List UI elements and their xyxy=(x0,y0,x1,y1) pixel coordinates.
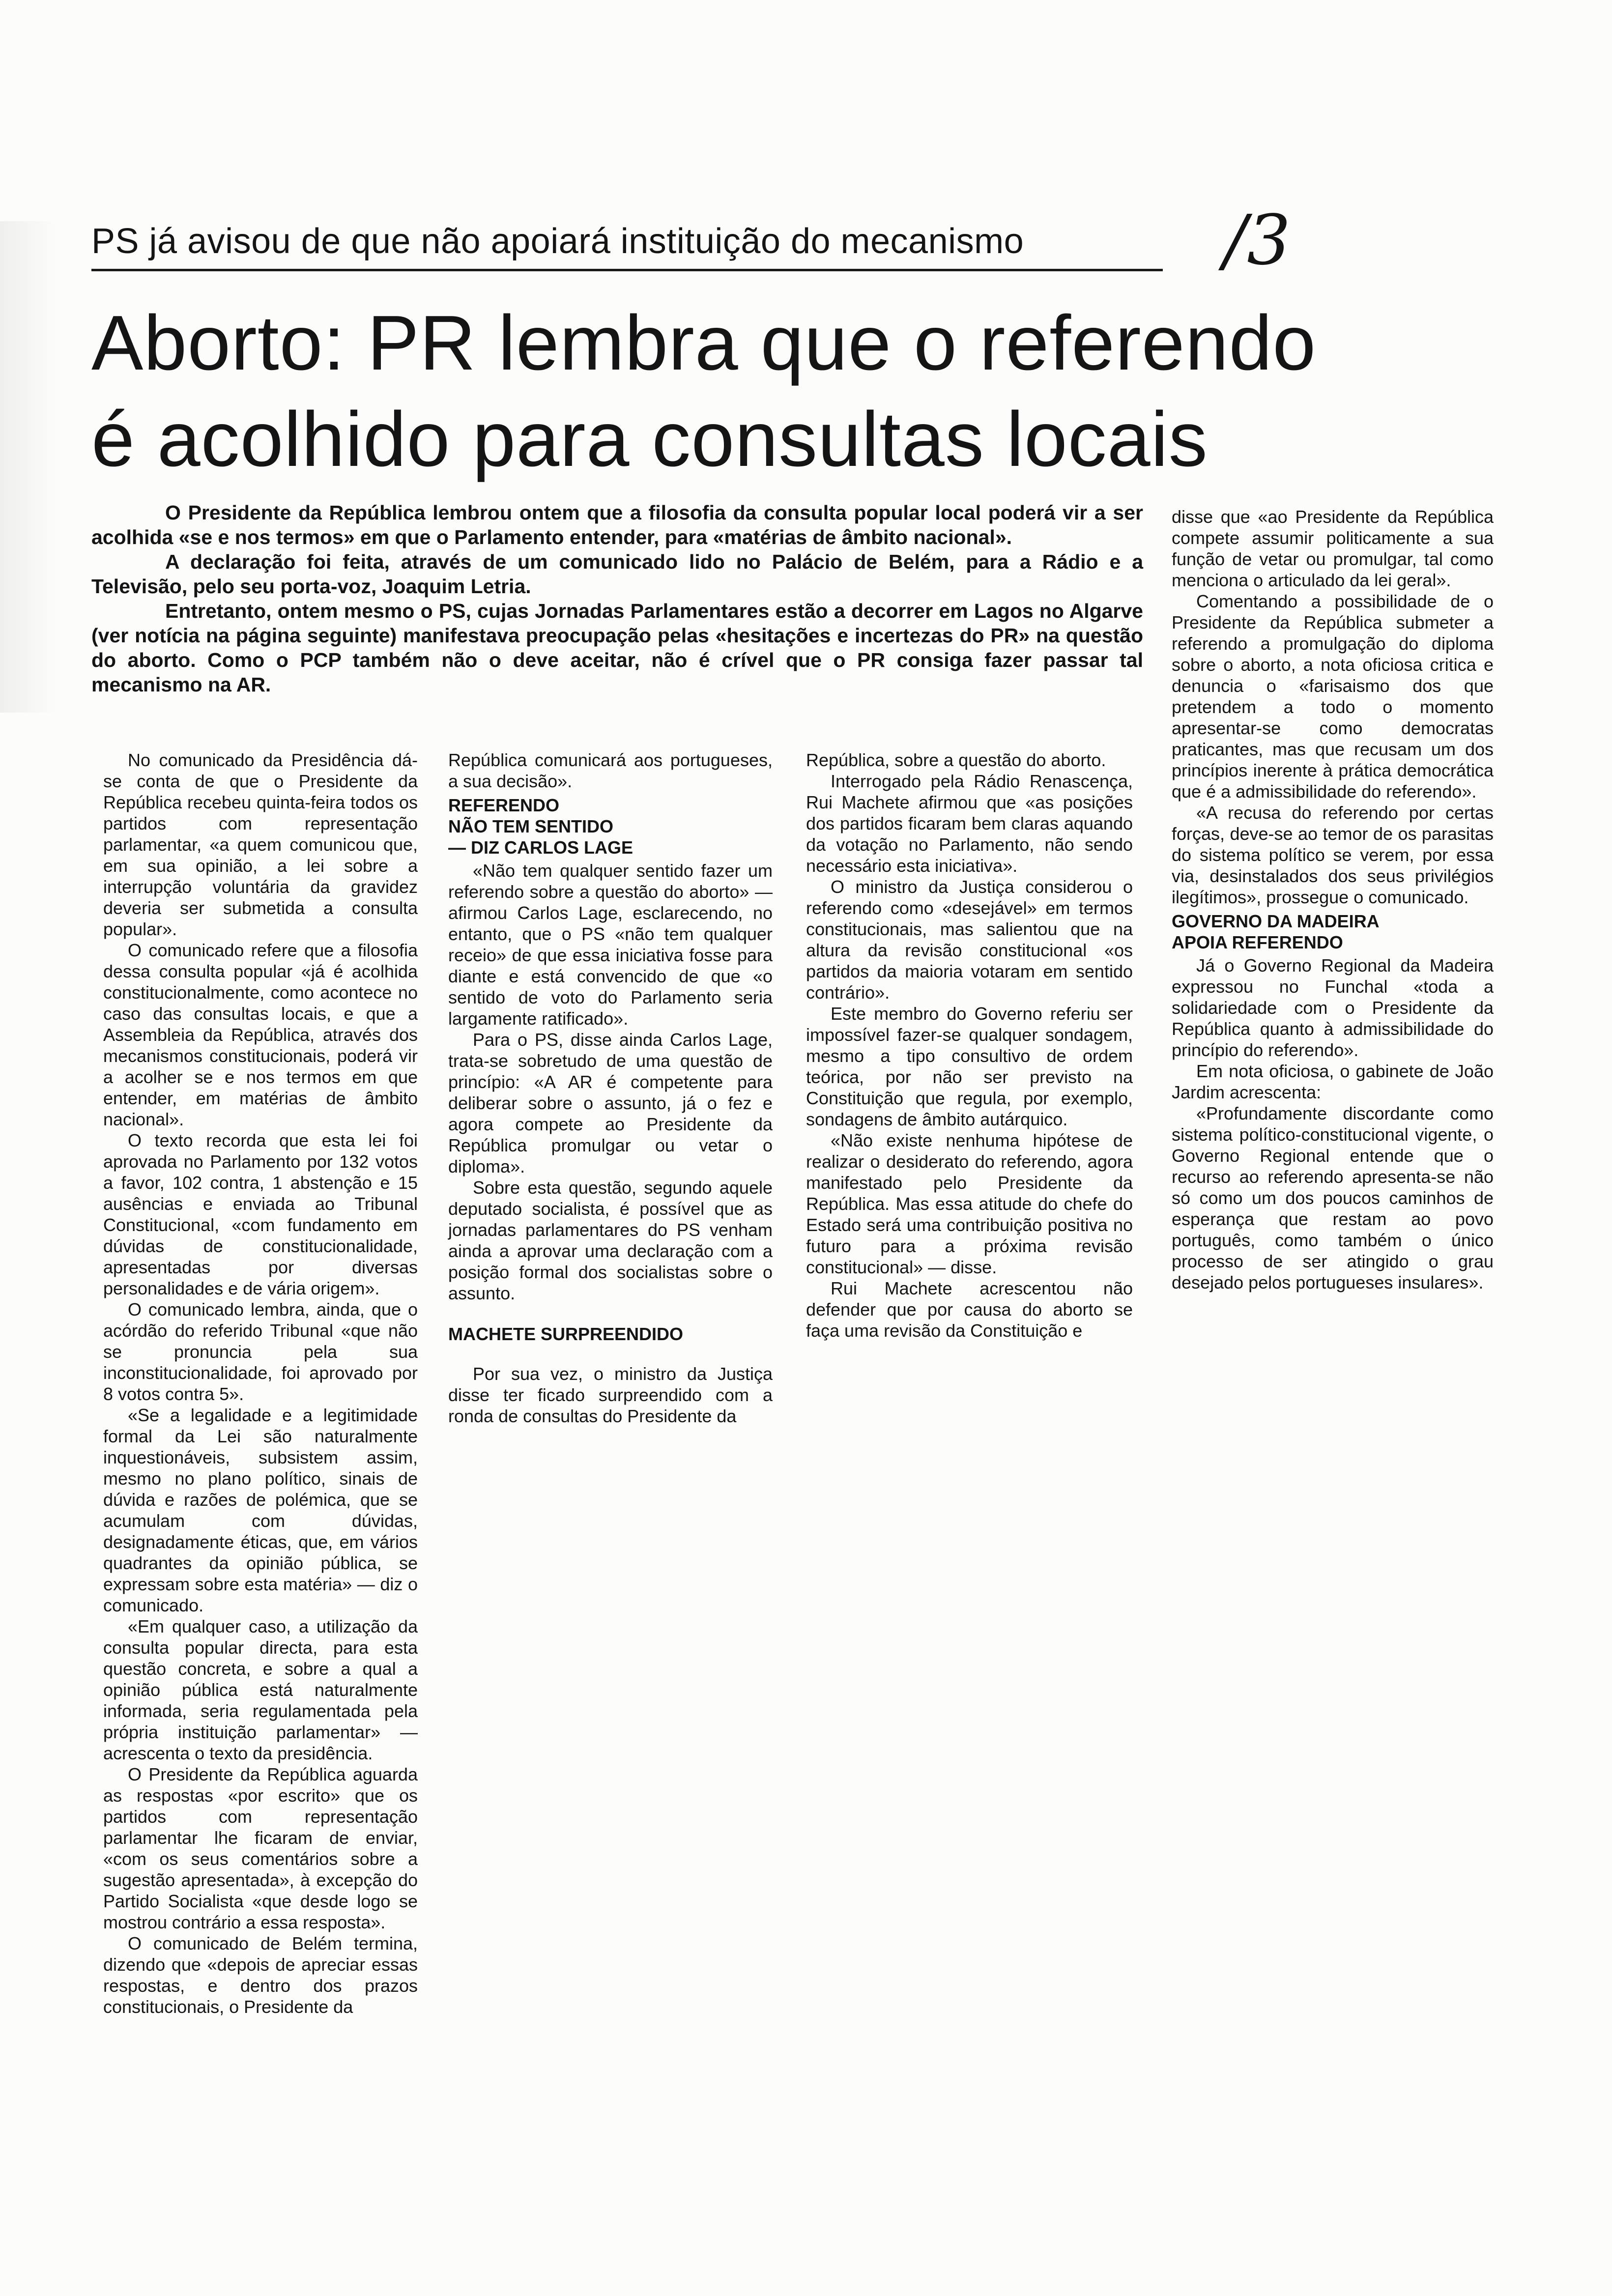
body-paragraph: O Presidente da República aguarda as respostas «por escrito» que os partidos com representação parlamentar lhe ficaram de enviar, «com os seus comentários sobre a sugestão apresentada», à excepção do Partido Socialista «que desde logo se mostrou contrário a essa resposta». xyxy=(103,1764,418,1932)
scan-edge-shadow xyxy=(0,221,59,713)
lead-paragraph: A declaração foi feita, através de um comunicado lido no Palácio de Belém, para a Rádio e a Televisão, pelo seu porta-voz, Joaquim Letria. xyxy=(91,550,1143,598)
body-paragraph: «A recusa do referendo por certas forças, deve-se ao temor de os parasitas do sistema político se verem, por essa via, desinstalados dos seus privilégios ilegítimos», prossegue o comunicado. xyxy=(1172,803,1494,907)
body-paragraph: Comentando a possibilidade de o Presidente da República submeter a referendo a promulgação do diploma sobre o aborto, a nota oficiosa critica e denuncia o «farisaismo dos que pretendem a todo o momento apresentar-se como democratas praticantes, mas que recusam um dos princípios inerente à prática democrática que é a admissibilidade do referendo». xyxy=(1172,591,1494,802)
body-paragraph: «Em qualquer caso, a utilização da consulta popular directa, para esta questão concreta, e sobre a qual a opinião pública está naturalmente informada, seria regulamentada pela própria instituição parlamentar» — acrescenta o texto da presidência. xyxy=(103,1616,418,1763)
body-paragraph: «Profundamente discordante como sistema político-constitucional vigente, o Governo Regional entende que o recurso ao referendo apresenta-se não só como um dos poucos caminhos de esperança que restam ao povo português, como também o único processo de ser atingido o grau desejado pelos portugueses insulares». xyxy=(1172,1103,1494,1292)
column-2 xyxy=(448,749,773,1427)
lead-paragraphs xyxy=(91,500,1143,697)
kicker-underline xyxy=(91,269,1163,271)
spacer xyxy=(448,1347,773,1363)
column-4 xyxy=(1172,506,1494,1293)
body-paragraph: «Não tem qualquer sentido fazer um referendo sobre a questão do aborto» — afirmou Carlos Lage, esclarecendo, no entanto, que o PS «não tem qualquer receio» de que essa iniciativa fosse para diante e está convencido de que «o sentido de voto do Parlamento seria largamente ratificado». xyxy=(448,861,773,1029)
body-paragraph: Em nota oficiosa, o gabinete de João Jardim acrescenta: xyxy=(1172,1061,1494,1102)
kicker-line: PS já avisou de que não apoiará instituição do mecanismo xyxy=(91,222,1024,261)
subheading-line: APOIA REFERENDO xyxy=(1172,932,1343,952)
headline-line-2: é acolhido para consultas locais xyxy=(91,396,1208,483)
body-paragraph: República comunicará aos portugueses, a sua decisão». xyxy=(448,750,773,791)
body-paragraph: Sobre esta questão, segundo aquele deputado socialista, é possível que as jornadas parlamentares do PS venham ainda a aprovar uma declaração com a posição formal dos socialistas sobre o assunto. xyxy=(448,1177,773,1303)
body-paragraph: No comunicado da Presidência dá-se conta de que o Presidente da República recebeu quinta-feira todos os partidos com representação parlamentar, «a quem comunicou que, em sua opinião, a lei sobre a interrupção voluntária da gravidez deveria ser submetida a consulta popular». xyxy=(103,750,418,939)
body-paragraph: O comunicado lembra, ainda, que o acórdão do referido Tribunal «que não se pronuncia pela sua inconstitucionalidade, foi aprovado por 8 votos contra 5». xyxy=(103,1299,418,1404)
lead-paragraph: O Presidente da República lembrou ontem que a filosofia da consulta popular local poderá vir a ser acolhida «se e nos termos» em que o Parlamento entender, para «matérias de âmbito nacional». xyxy=(91,501,1143,548)
body-paragraph: Este membro do Governo referiu ser impossível fazer-se qualquer sondagem, mesmo a tipo consultivo de ordem teórica, por não ser previsto na Constituição que regula, por exemplo, sondagens de âmbito autárquico. xyxy=(806,1004,1133,1129)
body-paragraph: disse que «ao Presidente da República compete assumir politicamente a sua função de vetar ou promulgar, tal como menciona o articulado da lei geral». xyxy=(1172,507,1494,590)
body-paragraph: O ministro da Justiça considerou o referendo como «desejável» em termos constitucionais, mas salientou que na altura da revisão constitucional «os partidos da maioria votaram em sentido contrário». xyxy=(806,877,1133,1003)
body-paragraph: O comunicado de Belém termina, dizendo que «depois de apreciar essas respostas, e dentro dos prazos constitucionais, o Presidente da xyxy=(103,1933,418,2017)
body-paragraph: Já o Governo Regional da Madeira expressou no Funchal «toda a solidariedade com o Presidente da República quanto à admissibilidade do princípio do referendo». xyxy=(1172,955,1494,1060)
handwritten-page-mark: /3 xyxy=(1224,201,1291,281)
body-paragraph: Interrogado pela Rádio Renascença, Rui Machete afirmou que «as posições dos partidos ficaram bem claras aquando da votação no Parlamento, não sendo necessário esta iniciativa». xyxy=(806,771,1133,876)
body-paragraph: O texto recorda que esta lei foi aprovada no Parlamento por 132 votos a favor, 102 contra, 1 abstenção e 15 ausências e enviada ao Tribunal Constitucional, «com fundamento em dúvidas de constitucionalidade, apresentadas por diversas personalidades e de vária origem». xyxy=(103,1130,418,1298)
body-paragraph: O comunicado refere que a filosofia dessa consulta popular «já é acolhida constitucionalmente, como acontece no caso das consultas locais, e que a Assembleia da República, através dos mecanismos constitucionais, poderá vir a acolher se e nos termos em que entender, em matérias de âmbito nacional». xyxy=(103,940,418,1129)
subheading-referendo xyxy=(448,795,773,858)
column-3 xyxy=(806,749,1133,1341)
body-paragraph: Rui Machete acrescentou não defender que por causa do aborto se faça uma revisão da Constituição e xyxy=(806,1278,1133,1341)
lead-paragraph: Entretanto, ontem mesmo o PS, cujas Jornadas Parlamentares estão a decorrer em Lagos no Algarve (ver notícia na página seguinte) manifestava preocupação pelas «hesitações e incertezas do PR» na questão do aborto. Como o PCP também não o deve aceitar, não é crível que o PR consiga fazer passar tal mecanismo na AR. xyxy=(91,600,1143,696)
subheading-line: NÃO TEM SENTIDO xyxy=(448,816,614,836)
column-1 xyxy=(103,749,418,2017)
subheading-line: REFERENDO xyxy=(448,795,560,815)
body-paragraph: Por sua vez, o ministro da Justiça disse ter ficado surpreendido com a ronda de consultas do Presidente da xyxy=(448,1364,773,1426)
subheading-madeira xyxy=(1172,911,1494,953)
headline xyxy=(91,295,1316,488)
subheading-line: GOVERNO DA MADEIRA xyxy=(1172,911,1380,931)
headline-line-1: Aborto: PR lembra que o referendo xyxy=(91,300,1317,386)
body-paragraph: «Não existe nenhuma hipótese de realizar o desiderato do referendo, agora manifestado pelo Presidente da República. Mas essa atitude do chefe do Estado será uma contribuição positiva no futuro para a próxima revisão constitucional» — disse. xyxy=(806,1130,1133,1277)
body-paragraph: «Se a legalidade e a legitimidade formal da Lei são naturalmente inquestionáveis, subsistem assim, mesmo no plano político, sinais de dúvida e razões de polémica, que se acumulam com dúvidas, designadamente éticas, que, em vários quadrantes da opinião pública, se expressam sobre esta matéria» — diz o comunicado. xyxy=(103,1405,418,1615)
subheading-machete: MACHETE SURPREENDIDO xyxy=(448,1324,684,1344)
body-paragraph: República, sobre a questão do aborto. xyxy=(806,750,1106,770)
subheading-line: — DIZ CARLOS LAGE xyxy=(448,837,633,858)
spacer xyxy=(448,1304,773,1320)
body-paragraph: Para o PS, disse ainda Carlos Lage, trata-se sobretudo de uma questão de princípio: «A AR é competente para deliberar sobre o assunto, já o fez e agora compete ao Presidente da República promulgar ou vetar o diploma». xyxy=(448,1030,773,1177)
